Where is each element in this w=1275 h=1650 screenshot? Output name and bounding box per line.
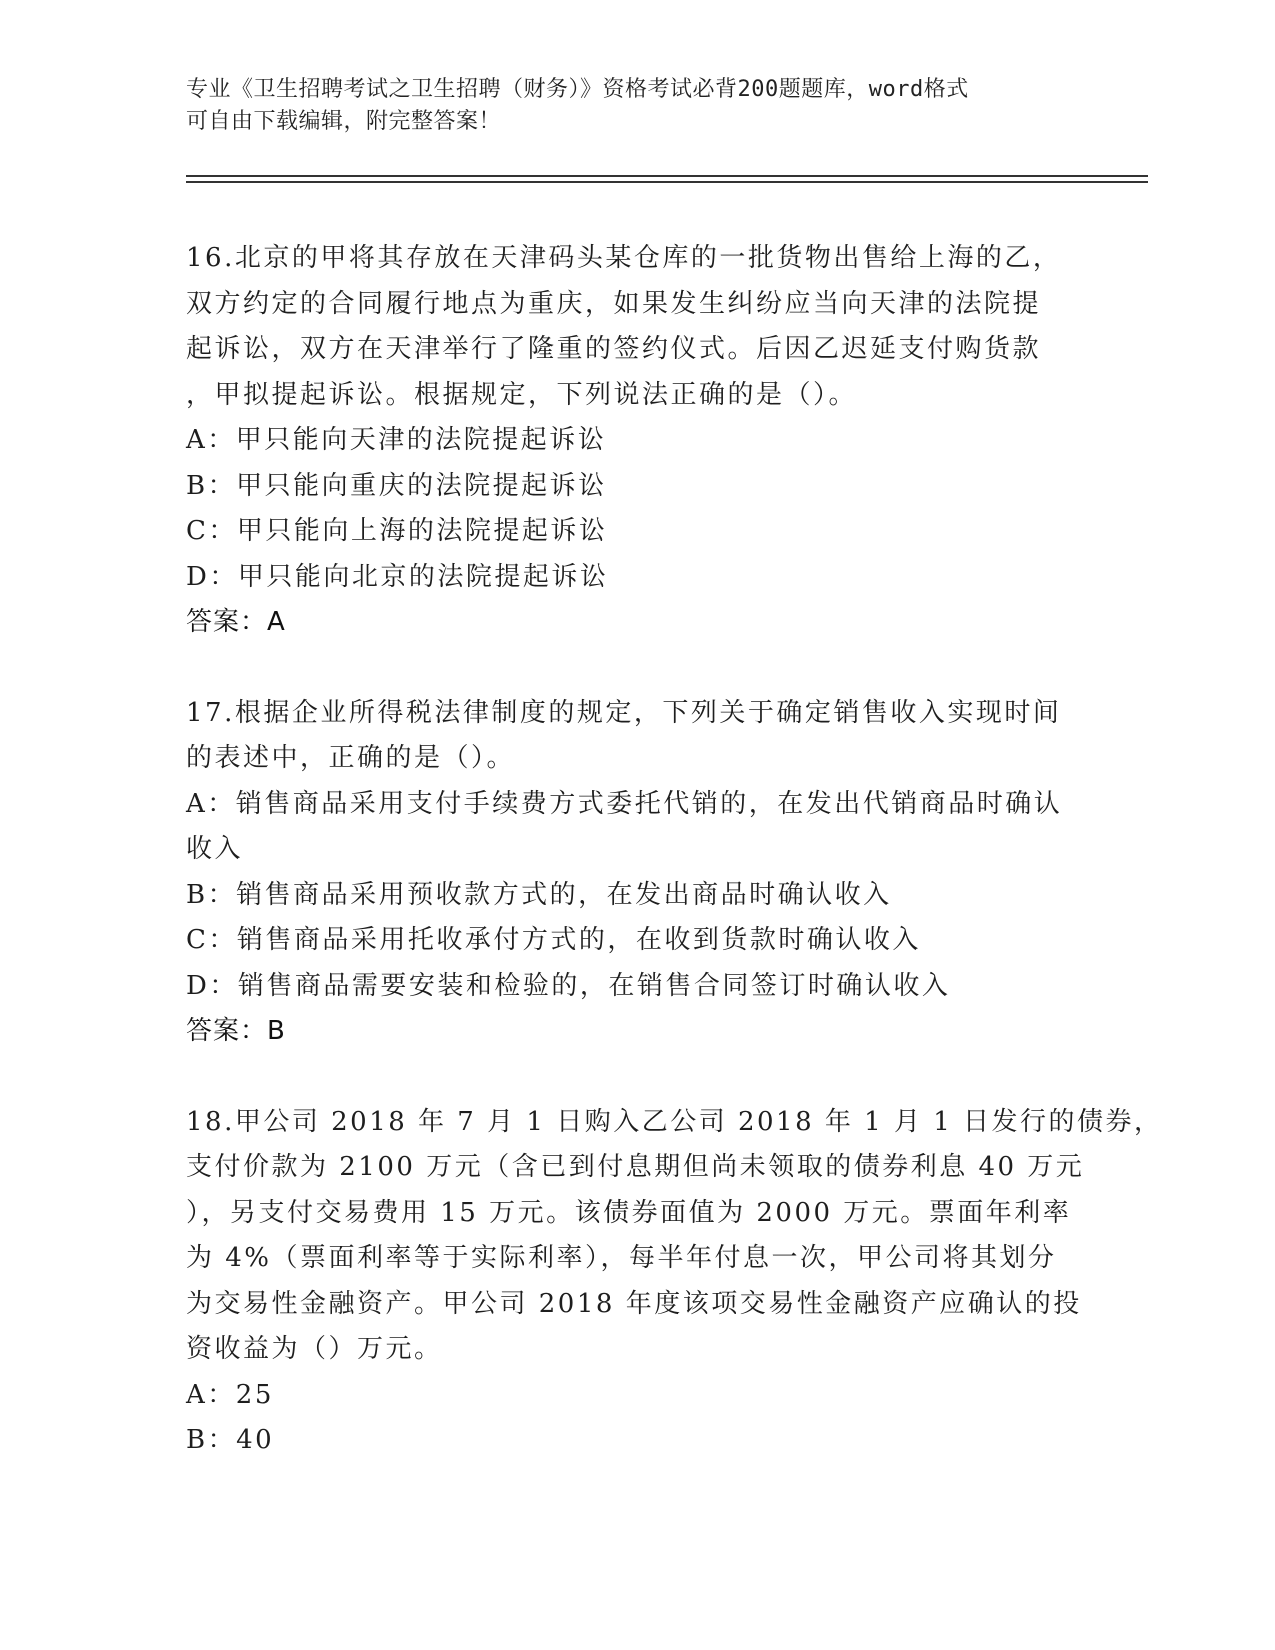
question-17-option-a-line-2: 收入 — [186, 834, 244, 864]
question-18-line-6: 资收益为（）万元。 — [186, 1334, 443, 1364]
question-16-option-c: C：甲只能向上海的法院提起诉讼 — [186, 516, 608, 546]
question-18-line-2: 支付价款为 2100 万元（含已到付息期但尚未领取的债券利息 40 万元 — [186, 1152, 1085, 1182]
question-17-answer: 答案：B — [186, 1016, 286, 1046]
question-17-option-c: C：销售商品采用托收承付方式的，在收到货款时确认收入 — [186, 925, 921, 955]
question-17-line-1: 17.根据企业所得税法律制度的规定，下列关于确定销售收入实现时间 — [186, 697, 1062, 728]
header-divider-bottom — [186, 181, 1148, 183]
document-header — [186, 74, 1066, 138]
question-18-line-3: ），另支付交易费用 15 万元。该债券面值为 2000 万元。票面年利率 — [186, 1197, 1072, 1228]
question-16-line-2: 双方约定的合同履行地点为重庆，如果发生纠纷应当向天津的法院提 — [186, 288, 1042, 319]
question-16-answer: 答案：A — [186, 607, 286, 637]
question-16-option-d: D：甲只能向北京的法院提起诉讼 — [186, 561, 609, 592]
header-line-1: 专业《卫生招聘考试之卫生招聘（财务）》资格考试必背200题题库，word格式 — [186, 77, 969, 102]
question-16-line-1: 16.北京的甲将其存放在天津码头某仓库的一批货物出售给上海的乙， — [186, 243, 1062, 273]
question-17-option-d: D：销售商品需要安装和检验的，在销售合同签订时确认收入 — [186, 970, 951, 1001]
question-spacer — [186, 1055, 1086, 1100]
question-18-line-5: 为交易性金融资产。甲公司 2018 年度该项交易性金融资产应确认的投 — [186, 1288, 1082, 1319]
question-17-option-b: B：销售商品采用预收款方式的，在发出商品时确认收入 — [186, 879, 892, 910]
question-17-option-a-line-1: A：销售商品采用支付手续费方式委托代销的，在发出代销商品时确认 — [186, 788, 1063, 819]
question-17-line-2: 的表述中，正确的是（）。 — [186, 743, 516, 773]
question-18-line-4: 为 4%（票面利率等于实际利率），每半年付息一次，甲公司将其划分 — [186, 1243, 1057, 1273]
question-16-option-a: A：甲只能向天津的法院提起诉讼 — [186, 425, 607, 455]
header-line-2: 可自由下载编辑，附完整答案！ — [186, 109, 502, 134]
question-16-option-b: B：甲只能向重庆的法院提起诉讼 — [186, 470, 607, 501]
question-16 — [186, 236, 1086, 646]
question-18-option-b: B：40 — [186, 1425, 275, 1455]
question-17 — [186, 691, 1086, 1055]
question-16-line-3: 起诉讼，双方在天津举行了隆重的签约仪式。后因乙迟延支付购货款 — [186, 334, 1042, 364]
question-16-line-4: ，甲拟提起诉讼。根据规定，下列说法正确的是（）。 — [186, 379, 858, 410]
question-18-option-a: A：25 — [186, 1379, 274, 1410]
question-spacer — [186, 646, 1086, 691]
question-18 — [186, 1100, 1163, 1464]
header-divider-top — [186, 175, 1148, 177]
question-18-line-1: 18.甲公司 2018 年 7 月 1 日购入乙公司 2018 年 1 月 1 日发行的债券， — [186, 1106, 1163, 1137]
question-list — [186, 236, 1163, 1464]
